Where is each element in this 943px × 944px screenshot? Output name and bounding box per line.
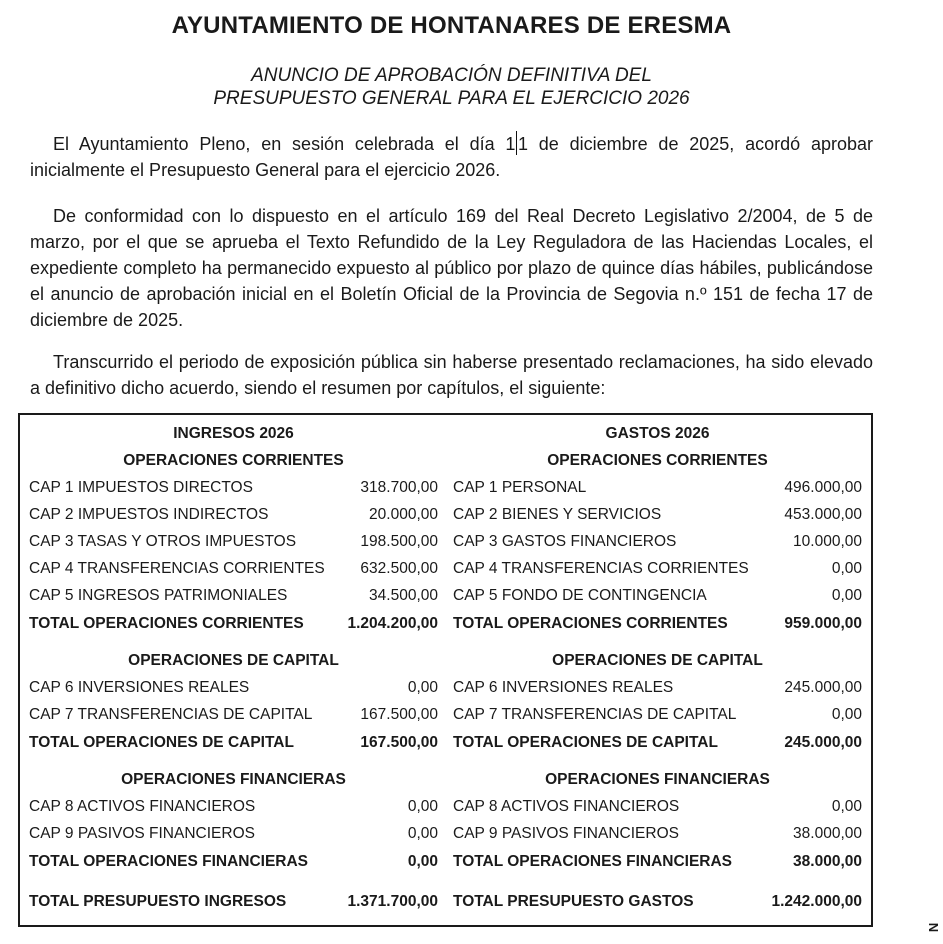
row-amount: 34.500,00 — [369, 586, 438, 604]
total-amount: 1.204.200,00 — [347, 614, 438, 632]
paragraph-text: 1 de diciembre de 2025, acordó aprobar inicialmente el Presupuesto General para el ejercicio 2026. — [30, 134, 874, 180]
total-label: TOTAL OPERACIONES FINANCIERAS — [453, 852, 733, 870]
row-label: CAP 9 PASIVOS FINANCIEROS — [29, 824, 255, 842]
total-amount: 0,00 — [407, 852, 438, 870]
section-total-row — [29, 609, 438, 638]
row-amount: 496.000,00 — [784, 478, 862, 496]
table-row — [29, 474, 438, 501]
table-row — [453, 793, 862, 820]
paragraph-final-summary: Transcurrido el periodo de exposición pública sin haberse presentado reclamaciones, ha sido elevado a definitivo dicho acuerdo, siendo el resumen por capítulos, el siguiente: — [30, 352, 873, 398]
table-row — [453, 674, 862, 701]
grand-total-row-gastos — [453, 887, 862, 916]
row-amount: 0,00 — [407, 824, 438, 842]
paragraph-legal-exposure: De conformidad con lo dispuesto en el artículo 169 del Real Decreto Legislativo 2/2004, de 5 de marzo, por el que se aprueba el Texto Refundido de la Ley Reguladora de las Haciendas Locales, el expediente completo ha permanecido expuesto al público por plazo de quince días hábiles, publicándose el anuncio de aprobación inicial en el Boletín Oficial de la Provincia de Segovia n.º 151 de fecha 17 de diciembre de 2025. — [30, 206, 873, 330]
section-total-row — [29, 847, 438, 876]
row-amount: 0,00 — [407, 797, 438, 815]
row-label: CAP 9 PASIVOS FINANCIEROS — [453, 824, 679, 842]
table-row — [29, 701, 438, 728]
section-title: OPERACIONES CORRIENTES — [123, 451, 344, 469]
total-amount: 38.000,00 — [793, 852, 862, 870]
table-row — [453, 501, 862, 528]
row-amount: 453.000,00 — [784, 505, 862, 523]
total-label: TOTAL OPERACIONES DE CAPITAL — [29, 733, 294, 751]
section-total-row — [453, 609, 862, 638]
rotated-margin-letter: N — [925, 922, 941, 933]
subtitle-line-2: PRESUPUESTO GENERAL PARA EL EJERCICIO 2026 — [213, 88, 690, 109]
total-label: TOTAL OPERACIONES FINANCIERAS — [29, 852, 309, 870]
row-amount: 38.000,00 — [793, 824, 862, 842]
table-row — [29, 582, 438, 609]
total-amount: 245.000,00 — [784, 733, 862, 751]
section-title: OPERACIONES CORRIENTES — [547, 451, 768, 469]
row-label: CAP 3 TASAS Y OTROS IMPUESTOS — [29, 532, 297, 550]
table-row — [29, 528, 438, 555]
row-label: CAP 2 IMPUESTOS INDIRECTOS — [29, 505, 269, 523]
table-row — [453, 701, 862, 728]
row-amount: 245.000,00 — [784, 678, 862, 696]
row-amount: 10.000,00 — [793, 532, 862, 550]
section-title: OPERACIONES FINANCIERAS — [121, 770, 346, 788]
section-total-row — [453, 728, 862, 757]
table-row — [29, 555, 438, 582]
row-label: CAP 1 PERSONAL — [453, 478, 587, 496]
total-label: TOTAL OPERACIONES DE CAPITAL — [453, 733, 718, 751]
row-label: CAP 8 ACTIVOS FINANCIEROS — [453, 797, 680, 815]
row-amount: 167.500,00 — [360, 705, 438, 723]
total-amount: 167.500,00 — [360, 733, 438, 751]
row-amount: 20.000,00 — [369, 505, 438, 523]
row-label: CAP 7 TRANSFERENCIAS DE CAPITAL — [29, 705, 313, 723]
row-amount: 0,00 — [831, 559, 862, 577]
row-label: CAP 5 FONDO DE CONTINGENCIA — [453, 586, 707, 604]
grand-total-label: TOTAL PRESUPUESTO GASTOS — [453, 892, 694, 910]
row-amount: 198.500,00 — [360, 532, 438, 550]
paragraph-text: El Ayuntamiento Pleno, en sesión celebrada el día 1 — [53, 134, 516, 154]
row-label: CAP 4 TRANSFERENCIAS CORRIENTES — [453, 559, 749, 577]
row-label: CAP 8 ACTIVOS FINANCIEROS — [29, 797, 256, 815]
table-row — [453, 528, 862, 555]
paragraph-session-approval — [30, 131, 873, 183]
row-amount: 0,00 — [407, 678, 438, 696]
budget-column-ingresos — [29, 421, 438, 916]
table-row — [453, 555, 862, 582]
table-row — [29, 501, 438, 528]
row-amount: 318.700,00 — [360, 478, 438, 496]
total-amount: 959.000,00 — [784, 614, 862, 632]
budget-summary-table — [18, 413, 873, 927]
row-amount: 0,00 — [831, 797, 862, 815]
row-label: CAP 6 INVERSIONES REALES — [453, 678, 674, 696]
section-title: OPERACIONES DE CAPITAL — [128, 651, 339, 669]
row-label: CAP 2 BIENES Y SERVICIOS — [453, 505, 662, 523]
grand-total-amount: 1.242.000,00 — [771, 892, 862, 910]
row-amount: 0,00 — [831, 705, 862, 723]
page-subtitle — [30, 64, 873, 110]
column-header-ingresos: INGRESOS 2026 — [173, 425, 294, 442]
section-total-row — [453, 847, 862, 876]
total-label: TOTAL OPERACIONES CORRIENTES — [29, 614, 304, 632]
grand-total-row-ingresos — [29, 887, 438, 916]
table-row — [453, 582, 862, 609]
row-label: CAP 4 TRANSFERENCIAS CORRIENTES — [29, 559, 325, 577]
grand-total-label: TOTAL PRESUPUESTO INGRESOS — [29, 892, 287, 910]
row-amount: 0,00 — [831, 586, 862, 604]
column-header-gastos: GASTOS 2026 — [605, 425, 710, 442]
grand-total-amount: 1.371.700,00 — [347, 892, 438, 910]
row-label: CAP 6 INVERSIONES REALES — [29, 678, 250, 696]
section-title: OPERACIONES FINANCIERAS — [545, 770, 770, 788]
section-title: OPERACIONES DE CAPITAL — [552, 651, 763, 669]
row-amount: 632.500,00 — [360, 559, 438, 577]
budget-column-gastos — [453, 421, 862, 916]
row-label: CAP 1 IMPUESTOS DIRECTOS — [29, 478, 253, 496]
subtitle-line-1: ANUNCIO DE APROBACIÓN DEFINITIVA DEL — [251, 65, 652, 86]
table-row — [453, 474, 862, 501]
section-total-row — [29, 728, 438, 757]
row-label: CAP 3 GASTOS FINANCIEROS — [453, 532, 677, 550]
table-row — [453, 820, 862, 847]
table-row — [29, 820, 438, 847]
page-title: AYUNTAMIENTO DE HONTANARES DE ERESMA — [171, 12, 732, 39]
row-label: CAP 5 INGRESOS PATRIMONIALES — [29, 586, 288, 604]
row-label: CAP 7 TRANSFERENCIAS DE CAPITAL — [453, 705, 737, 723]
table-row — [29, 674, 438, 701]
table-row — [29, 793, 438, 820]
total-label: TOTAL OPERACIONES CORRIENTES — [453, 614, 728, 632]
